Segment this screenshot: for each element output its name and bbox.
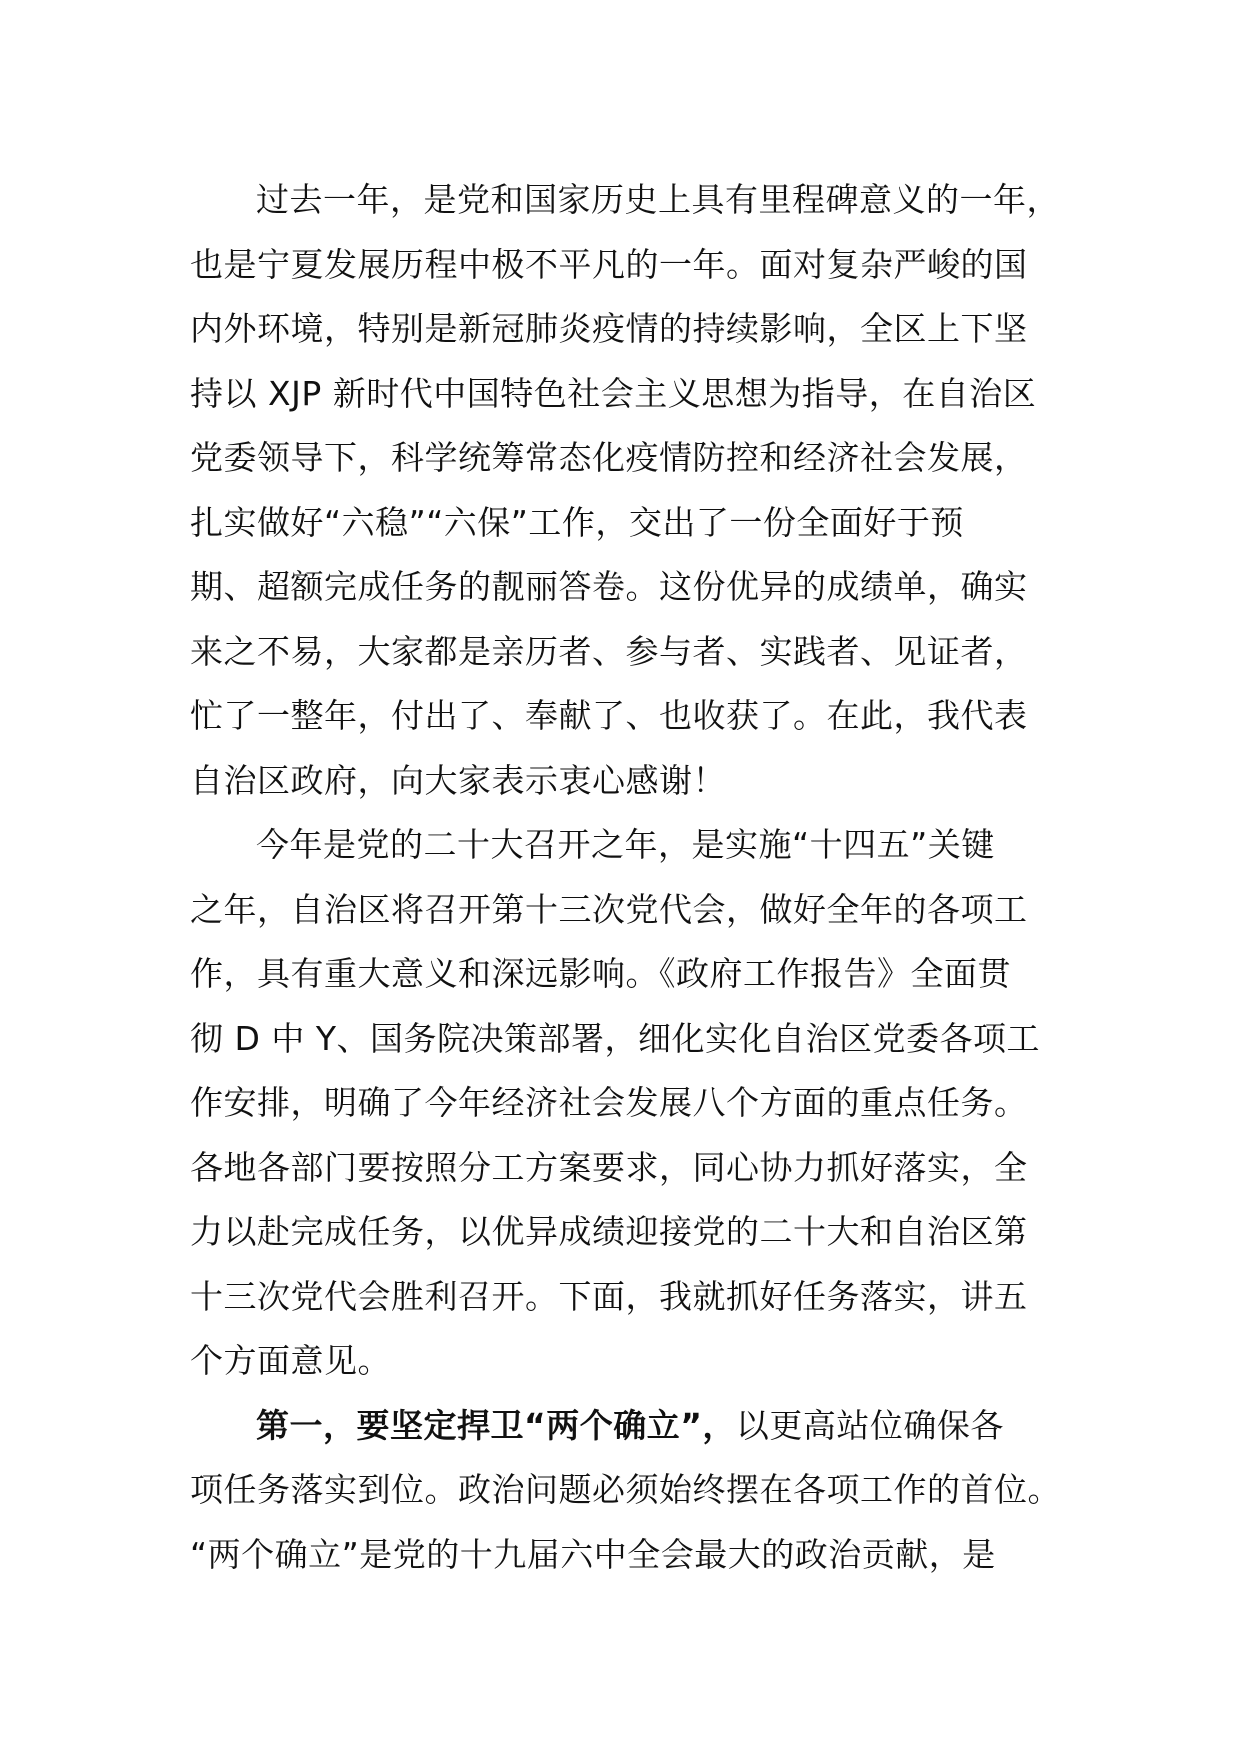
paragraph-line: 来之不易，大家都是亲历者、参与者、实践者、见证者， [190, 631, 1028, 671]
paragraph-line: 各地各部门要按照分工方案要求，同心协力抓好落实，全 [190, 1147, 1028, 1187]
paragraph-line-text: 以更高站位确保各 [735, 1405, 1004, 1445]
paragraph-line [190, 1394, 1070, 1459]
paragraph-line: 彻 D 中 Y、国务院决策部署，细化实化自治区党委各项工 [190, 1018, 1041, 1058]
paragraph-line: 个方面意见。 [190, 1341, 391, 1380]
paragraph-line: 十三次党代会胜利召开。下面，我就抓好任务落实，讲五 [190, 1276, 1028, 1316]
paragraph-line: 项任务落实到位。政治问题必须始终摆在各项工作的首位。 [190, 1470, 1061, 1509]
paragraph-2 [190, 813, 1070, 1394]
paragraph-line: 党委领导下，科学统筹常态化疫情防控和经济社会发展， [190, 438, 1028, 477]
paragraph-3 [190, 1394, 1070, 1588]
paragraph-line: 今年是党的二十大召开之年，是实施“十四五”关键 [256, 825, 995, 864]
paragraph-line: 忙了一整年，付出了、奉献了、也收获了。在此，我代表 [190, 696, 1028, 735]
paragraph-line: 之年，自治区将召开第十三次党代会，做好全年的各项工 [190, 889, 1028, 929]
paragraph-line: 也是宁夏发展历程中极不平凡的一年。面对复杂严峻的国 [190, 244, 1028, 284]
paragraph-line: 扎实做好“六稳”“六保”工作，交出了一份全面好于预 [190, 502, 964, 542]
paragraph-line: 过去一年，是党和国家历史上具有里程碑意义的一年， [256, 180, 1060, 219]
paragraph-line: 作安排，明确了今年经济社会发展八个方面的重点任务。 [190, 1083, 1028, 1122]
paragraph-line: 自治区政府，向大家表示衷心感谢！ [190, 760, 726, 800]
paragraph-line: 内外环境，特别是新冠肺炎疫情的持续影响，全区上下坚 [190, 309, 1028, 348]
section-heading: 第一，要坚定捍卫“两个确立”， [256, 1405, 736, 1445]
paragraph-line: 力以赴完成任务，以优异成绩迎接党的二十大和自治区第 [190, 1212, 1028, 1251]
body-text [190, 168, 1070, 1587]
paragraph-line: 作，具有重大意义和深远影响。《政府工作报告》全面贯 [190, 954, 1011, 993]
paragraph-line: 期、超额完成任务的靓丽答卷。这份优异的成绩单，确实 [190, 567, 1028, 606]
paragraph-line: “两个确立”是党的十九届六中全会最大的政治贡献，是 [190, 1534, 996, 1574]
paragraph-1 [190, 168, 1070, 813]
paragraph-line: 持以 XJP 新时代中国特色社会主义思想为指导，在自治区 [190, 373, 1037, 413]
